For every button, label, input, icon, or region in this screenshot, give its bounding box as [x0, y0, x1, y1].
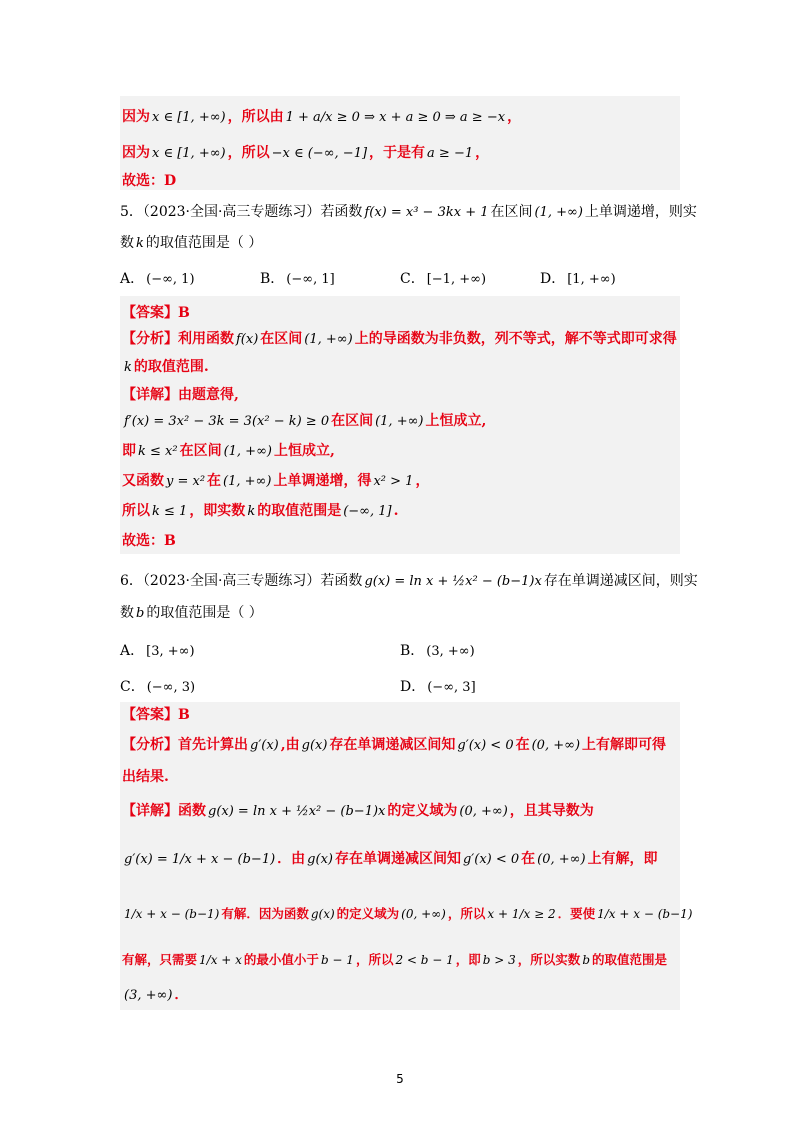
detail-line: 所以 k ≤ 1 ，即实数 k 的取值范围是 (−∞, 1] . — [122, 503, 399, 519]
option-c[interactable]: C． [−1, +∞) — [400, 271, 487, 287]
math-expression: (1, +∞) — [223, 474, 272, 489]
math-expression: g′(x) < 0 — [462, 852, 520, 867]
math-expression: f(x) = x³ − 3kx + 1 — [364, 205, 489, 220]
question-6-stem: 6．（2023·全国·高三专题练习）若函数 g(x) = ln x + ½x² − (b−1)x 存在单调递减区间，则实 — [120, 573, 698, 589]
math-expression: 1 + a/x ≥ 0 ⇒ x + a ≥ 0 ⇒ a ≥ −x — [285, 110, 506, 125]
math-expression: y = x² — [166, 474, 206, 489]
math-expression: x ∈ [1, +∞) — [152, 146, 226, 161]
math-expression: k — [124, 360, 132, 375]
math-expression: (1, +∞) — [375, 414, 424, 429]
math-expression: (1, +∞) — [534, 205, 583, 220]
math-expression: (−∞, 1] — [343, 504, 392, 519]
solution-box-q5 — [120, 296, 680, 554]
math-expression: g(x) — [307, 852, 333, 867]
math-expression: f′(x) = 3x² − 3k = 3(x² − k) ≥ 0 — [124, 414, 330, 429]
math-expression: 1/x + x − (b−1) — [597, 907, 693, 921]
option-a[interactable]: A． [3, +∞) — [120, 643, 195, 659]
math-expression: g(x) = ln x + ½x² − (b−1)x — [364, 574, 542, 589]
final-choice: 故选：B — [122, 533, 176, 549]
math-expression: 1/x + x — [199, 953, 242, 967]
detail-line: g′(x) = 1/x + x − (b−1) ．由 g(x) 存在单调递减区间知 g′(x) < 0 在 (0, +∞) 上有解，即 — [124, 851, 658, 867]
option-b[interactable]: B． (−∞, 1] — [260, 271, 335, 287]
math-expression: −x ∈ (−∞, −1] — [271, 146, 368, 161]
question-5-stem-cont: 数 k 的取值范围是（ ） — [120, 235, 263, 251]
final-choice: 故选：D — [122, 173, 177, 189]
math-expression: 1/x + x − (b−1) — [124, 907, 220, 921]
math-expression: g′(x) < 0 — [457, 738, 514, 753]
answer-line: 【答案】B — [122, 707, 190, 723]
detail-line: 有解，只需要 1/x + x 的最小值小于 b − 1 ，所以 2 < b − 1 ，即 b > 3 ，所以实数 b 的取值范围是 — [122, 952, 668, 967]
option-b[interactable]: B． (3, +∞) — [400, 643, 475, 659]
math-expression: g′(x) — [250, 738, 279, 753]
math-expression: (0, +∞) — [401, 907, 446, 921]
answer-line: 【答案】B — [122, 305, 190, 321]
math-expression: g(x) — [310, 907, 335, 921]
math-expression: b − 1 — [320, 953, 354, 967]
solution-line: 因为 x ∈ [1, +∞) ，所以由 1 + a/x ≥ 0 ⇒ x + a ≥ 0 ⇒ a ≥ −x ， — [122, 109, 522, 125]
detail-line: f′(x) = 3x² − 3k = 3(x² − k) ≥ 0 在区间 (1, +∞) 上恒成立, — [124, 413, 487, 429]
math-expression: k — [136, 236, 144, 251]
math-expression: b — [582, 953, 590, 967]
math-expression: g′(x) = 1/x + x − (b−1) — [124, 852, 276, 867]
math-expression: f(x) — [236, 332, 259, 347]
detail-line: (3, +∞) ． — [124, 987, 189, 1003]
option-d[interactable]: D． (−∞, 3] — [400, 679, 476, 695]
option-d[interactable]: D． [1, +∞) — [540, 271, 616, 287]
math-expression: (0, +∞) — [459, 804, 508, 819]
math-expression: a ≥ −1 — [427, 146, 474, 161]
math-expression: k — [247, 504, 256, 519]
math-expression: x ∈ [1, +∞) — [152, 110, 226, 125]
solution-box-q4 — [120, 96, 680, 190]
math-expression: g(x) = ln x + ½x² − (b−1)x — [208, 804, 386, 819]
math-expression: x + 1/x ≥ 2 — [487, 907, 556, 921]
detail-line: 又函数 y = x² 在 (1, +∞) 上单调递增，得 x² > 1 ， — [122, 473, 430, 489]
solution-line: 因为 x ∈ [1, +∞) ，所以 −x ∈ (−∞, −1] ，于是有 a ≥ −1 ， — [122, 145, 490, 161]
math-expression: x² > 1 — [373, 474, 414, 489]
page-number: 5 — [396, 1072, 404, 1086]
math-expression: 2 < b − 1 — [395, 953, 454, 967]
math-expression: (1, +∞) — [304, 332, 353, 347]
option-c[interactable]: C． (−∞, 3) — [120, 679, 196, 695]
math-expression: (0, +∞) — [537, 852, 586, 867]
detail-heading: 【详解】由题意得, — [122, 387, 239, 403]
question-5-stem: 5．（2023·全国·高三专题练习）若函数 f(x) = x³ − 3kx + 1 在区间 (1, +∞) 上单调递增，则实 — [120, 204, 697, 220]
analysis-line: 【分析】利用函数 f(x) 在区间 (1, +∞) 上的导函数为非负数，列不等式，解不等式即可求得 — [122, 331, 677, 347]
option-a[interactable]: A． (−∞, 1) — [120, 271, 195, 287]
math-expression: (1, +∞) — [223, 444, 272, 459]
math-expression: (0, +∞) — [531, 738, 581, 753]
math-expression: g(x) — [301, 738, 328, 753]
question-6-stem-cont: 数 b 的取值范围是（ ） — [120, 605, 263, 621]
math-expression: (3, +∞) — [124, 988, 173, 1003]
detail-line: 1/x + x − (b−1) 有解．因为函数 g(x) 的定义域为 (0, +∞) ，所以 x + 1/x ≥ 2 ．要使 1/x + x − (b−1) — [124, 906, 693, 921]
math-expression: k ≤ 1 — [152, 504, 188, 519]
math-expression: k ≤ x² — [138, 444, 178, 459]
analysis-line: 【分析】首先计算出 g′(x) ,由 g(x) 存在单调递减区间知 g′(x) < 0 在 (0, +∞) 上有解即可得 — [122, 737, 667, 753]
analysis-line: 出结果. — [122, 769, 169, 785]
math-expression: b > 3 — [482, 953, 516, 967]
math-expression: b — [136, 606, 145, 621]
analysis-line: k 的取值范围. — [124, 359, 209, 375]
detail-line: 【详解】函数 g(x) = ln x + ½x² − (b−1)x 的定义域为 (0, +∞) ，且其导数为 — [122, 803, 594, 819]
solution-box-q6 — [120, 702, 693, 1010]
detail-line: 即 k ≤ x² 在区间 (1, +∞) 上恒成立, — [122, 443, 335, 459]
